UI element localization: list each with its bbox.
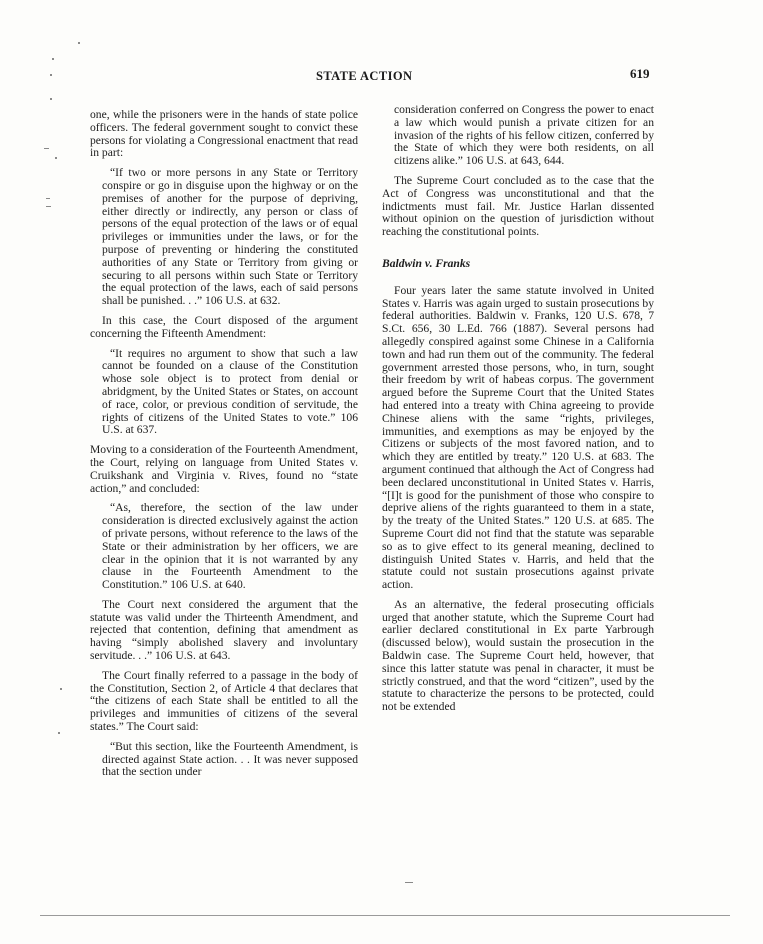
paragraph: Four years later the same statute involved in United States v. Harris was again urged to sustain prosecutions by federal authorities. Baldwin v. Franks, 120 U.S. 678, 7 S.Ct. 656, 30 L.Ed. 766 (1887). Several persons had allegedly conspired against some Chinese in a California town and had run them out of the community. The federal government arrested those persons, who, in turn, sought their freedom by writ of habeas corpus. The government argued before the Supreme Court that the United States had entered into a treaty with China agreeing to provide Chinese aliens with the same “rights, privileges, immunities, and exemptions as may be enjoyed by the Citizens or subjects of the most favored nation, and to which they are entitled by treaty.” 120 U.S. at 683. The argument continued that although the Act of Congress had been declared unconstitutional in United States v. Harris, “[I]t is good for the punishment of those who conspire to deprive aliens of the rights guaranteed to them in a state, by the treaty of the United States.” 120 U.S. at 685. The Supreme Court did not find that the statute was separable so as to give effect to its general meaning, declined to distinguish United States v. Harris, and held that the statute could not sustain prosecutions against private action. <box>382 283 654 592</box>
scan-speck <box>405 882 413 883</box>
running-head: STATE ACTION <box>316 69 413 83</box>
scan-speck <box>46 206 51 207</box>
paragraph: Moving to a consideration of the Fourteenth Amendment, the Court, relying on language from United States v. Cruikshank and Virginia v. Rives, found no “state action,” and concluded: <box>90 443 358 495</box>
scan-speck <box>58 732 60 734</box>
scan-speck <box>50 98 52 100</box>
paragraph: The Court next considered the argument that the statute was valid under the Thirteenth Amendment, and rejected that contention, defining that amendment as having “simply abolished slavery and involuntary servitude. . .” 106 U.S. at 643. <box>90 597 358 663</box>
scan-speck <box>78 42 80 44</box>
paragraph: one, while the prisoners were in the hands of state police officers. The federal government sought to convict these persons for violating a Congressional enactment that read in part: <box>90 108 358 160</box>
paragraph: In this case, the Court disposed of the argument concerning the Fifteenth Amendment: <box>90 313 358 340</box>
left-column <box>90 109 358 786</box>
section-heading: Baldwin v. Franks <box>382 256 471 270</box>
paragraph: The Supreme Court concluded as to the case that the Act of Congress was unconstitutional and that the indictments must fail. Mr. Justice Harlan dissented without opinion on the question of jurisdiction without reaching the constitutional points. <box>382 173 654 239</box>
paragraph: As an alternative, the federal prosecuting officials urged that another statute, which the Supreme Court had earlier declared constitutional in Ex parte Yarbrough (discussed below), would sustain the prosecution in the Baldwin case. The Supreme Court held, however, that since this latter statute was penal in character, it must be strictly construed, and that the word “citizen”, used by the statute to characterize the persons to be protected, could not be extended <box>382 597 654 714</box>
scan-speck <box>60 688 62 690</box>
block-quote: “As, therefore, the section of the law under consideration is directed exclusively against the action of private persons, without reference to the laws of the State or their administration by her officers, we are clear in the opinion that it is not warranted by any clause in the Fourteenth Amendment to the Constitution.” 106 U.S. at 640. <box>102 501 358 592</box>
block-quote: “But this section, like the Fourteenth Amendment, is directed against State action. . . It was never supposed that the section under <box>102 739 358 779</box>
bottom-rule <box>40 915 730 916</box>
paragraph: The Court finally referred to a passage in the body of the Constitution, Section 2, of Article 4 that declares that “the citizens of each State shall be entitled to all the privileges and immunities of citizens of the several states.” The Court said: <box>90 668 358 734</box>
scan-speck <box>55 157 57 159</box>
block-quote: “It requires no argument to show that such a law cannot be founded on a clause of the Constitution whose sole object is to protect from denial or abridgment, by the United States or States, on account of race, color, or previous condition of servitude, the rights of citizens of the United States to vote.” 106 U.S. at 637. <box>102 346 358 437</box>
page-number: 619 <box>630 66 650 81</box>
scan-speck <box>44 148 49 149</box>
scan-speck <box>46 198 50 199</box>
block-quote: “If two or more persons in any State or Territory conspire or go in disguise upon the highway or on the premises of another for the purpose of depriving, either directly or indirectly, any person or class of persons of the equal protection of the laws or of equal privileges or immunities under the laws, or for the purpose of preventing or hindering the constituted authorities of any State or Territory from giving or securing to all persons within such State or Territory the equal protection of the laws, each of said persons shall be punished. . .” 106 U.S. at 632. <box>102 166 358 308</box>
block-quote-continuation: consideration conferred on Congress the power to enact a law which would punish a private citizen for an invasion of the rights of his fellow citizen, conferred by the State of which they were both residents, on all citizens alike.” 106 U.S. at 643, 644. <box>394 103 654 168</box>
scan-speck <box>52 58 54 60</box>
right-column <box>382 104 654 721</box>
scan-speck <box>50 74 52 76</box>
